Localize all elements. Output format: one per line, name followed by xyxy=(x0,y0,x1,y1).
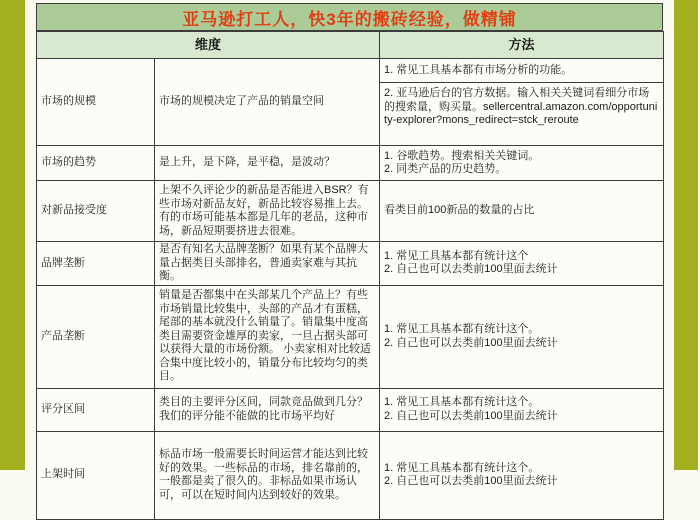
table-row-brand-monopoly xyxy=(37,242,664,286)
dimension-description: 是上升，是下降，是平稳，是波动？ xyxy=(155,146,380,181)
dimension-name: 市场的趋势 xyxy=(37,146,155,181)
column-header-method: 方法 xyxy=(380,32,664,59)
dimension-description: 销量是否都集中在头部某几个产品上？有些市场销量比较集中，头部的产品才有蛋糕，尾部的基本就没什么销量了。销量集中度高类目需要资金雄厚的卖家，一旦占据头部可以获得大量的市场份额。 小卖家相对比较适合集中度比较小的，销量分布比较均匀的类目。 xyxy=(155,285,380,388)
method-item: 2. 自己也可以去类前100里面去统计 xyxy=(384,263,558,276)
method-cell xyxy=(380,146,664,181)
table-row-market-trend xyxy=(37,146,664,181)
page-title: 亚马逊打工人，快3年的搬砖经验，做精铺 xyxy=(36,3,663,31)
method-item: 1. 常见工具基本都有市场分析的功能。 xyxy=(380,59,663,83)
method-item: 1. 常见工具基本都有统计这个。 xyxy=(384,323,540,335)
dimension-name: 市场的规模 xyxy=(37,59,155,146)
method-cell xyxy=(380,59,664,146)
method-item: 1. 常见工具基本都有统计这个。 xyxy=(384,396,540,408)
method-cell xyxy=(380,242,664,286)
dimension-name: 产品垄断 xyxy=(37,285,155,388)
right-accent-bar xyxy=(674,0,698,470)
method-cell xyxy=(380,181,664,242)
dimension-description: 市场的规模决定了产品的销量空间 xyxy=(155,59,380,146)
dimension-description: 上架不久评论少的新品是否能进入BSR？有些市场对新品友好，新品比较容易推上去。有的市场可能基本都是几年的老品，这种市场，新品短期要挤进去很难。 xyxy=(155,181,380,242)
dimension-description: 类目的主要评分区间，同款竞品做到几分？我们的评分能不能做的比市场平均好 xyxy=(155,388,380,431)
table-row-market-size xyxy=(37,59,664,146)
method-item: 2. 自己也可以去类前100里面去统计 xyxy=(384,336,558,349)
dimension-name: 上架时间 xyxy=(37,431,155,519)
left-accent-bar xyxy=(0,0,25,470)
dimension-method-table xyxy=(36,31,664,520)
method-item: 1. 谷歌趋势。搜索相关关键词。 xyxy=(384,149,540,162)
table-row-product-monopoly xyxy=(37,285,664,388)
dimension-name: 对新品接受度 xyxy=(37,181,155,242)
method-item: 1. 常见工具基本都有统计这个 xyxy=(384,249,529,262)
table-row-listing-time xyxy=(37,431,664,519)
method-item: 2. 亚马逊后台的官方数据。输入相关关键词看细分市场的搜索量，购买量。sellercentral.amazon.com/opportunity-explorer?mons_redirect=stck_reroute xyxy=(384,87,658,126)
header-row xyxy=(37,32,664,59)
market-analysis-sheet xyxy=(36,3,663,520)
dimension-name: 评分区间 xyxy=(37,388,155,431)
method-cell xyxy=(380,388,664,431)
method-item: 看类目前100新品的数量的占比 xyxy=(384,204,535,217)
method-cell xyxy=(380,285,664,388)
dimension-description: 是否有知名大品牌垄断？如果有某个品牌大量占据类目头部排名，普通卖家难与其抗衡。 xyxy=(155,242,380,286)
method-cell xyxy=(380,431,664,519)
dimension-description: 标品市场一般需要长时间运营才能达到比较好的效果。一些标品的市场，排名靠前的，一般都是卖了很久的。非标品如果市场认可，可以在短时间内达到较好的效果。 xyxy=(155,431,380,519)
table-row-new-product-acceptance xyxy=(37,181,664,242)
method-item: 2. 自己也可以去类前100里面去统计 xyxy=(384,409,558,422)
column-header-dimension: 维度 xyxy=(37,32,380,59)
dimension-name: 品牌垄断 xyxy=(37,242,155,286)
method-item: 2. 自己也可以去类前100里面去统计 xyxy=(384,475,558,487)
method-item: 1. 常见工具基本都有统计这个。 xyxy=(384,461,540,474)
table-row-rating-range xyxy=(37,388,664,431)
method-item: 2. 同类产品的历史趋势。 xyxy=(384,163,507,175)
